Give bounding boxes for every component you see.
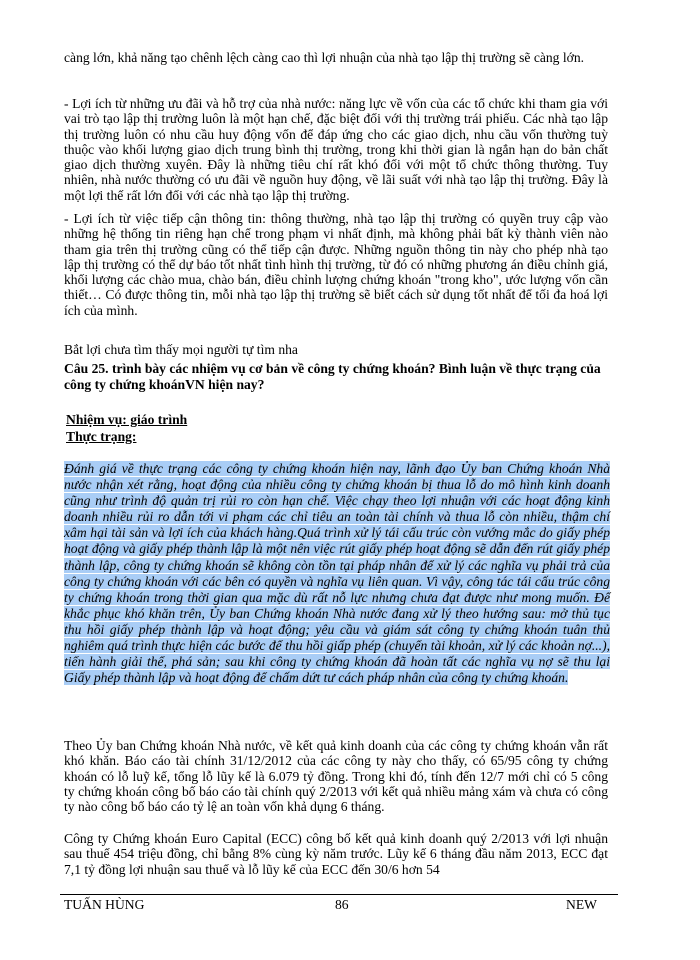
highlight-text: Đánh giá về thực trạng các công ty chứng khoán hiện nay, lãnh đạo Ủy ban Chứng khoán Nhà nước nhận xét rằng, hoạt động của nhiều công ty chứng khoán bị thua lỗ do mô hình kinh doanh cũng như trình độ quản trị rủi ro còn hạn chế. Việc chạy theo lợi nhuận với các hoạt động kinh doanh nhiều rủi ro dẫn tới vi phạm các chỉ tiêu an toàn tài chính và thua lỗ còn nhiều, thậm chí xâm hại tài sản và lợi ích của khách hàng.Quá trình xử lý tái cấu trúc còn vướng mắc do giấy phép hoạt động và giấy phép thành lập là một nên việc rút giấy phép hoạt động sẽ dẫn đến rút giấy phép thành lập, công ty chứng khoán sẽ không còn tồn tại pháp nhân để xử lý các nghĩa vụ phải trả của công ty chứng khoán với các bên có quyền và nghĩa vụ liên quan. Vì vậy, công tác tái cấu trúc công ty chứng khoán trong thời gian qua mặc dù rất nỗ lực nhưng chưa đạt được như mong muốn. Để khắc phục khó khăn trên, Ủy ban Chứng khoán Nhà nước đang xử lý theo hướng sau: mở thủ tục thu hồi giấy phép thành lập và hoạt động; yêu cầu và giám sát công ty chứng khoán tuân thủ nghiêm quá trình thực hiện các bước để thu hồi giấp phép (chuyển tài khoản, xử lý các khoản nợ...), tiến hành giải thể, phá sản; sau khi công ty chứng khoán đã hoàn tất các nghĩa vụ nợ sẽ thu lại Giấy phép thành lập và hoạt động để chấm dứt tư cách pháp nhân của công ty chứng khoán. xyxy=(64,461,610,686)
report-paragraph-1: Theo Ủy ban Chứng khoán Nhà nước, về kết quả kinh doanh của các công ty chứng khoán vẫn rất khó khăn. Báo cáo tài chính 31/12/2012 của các công ty này cho thấy, có 65/95 công ty chứng khoán có lỗ luỹ kế, tổng lỗ lũy kế là 6.079 tỷ đồng. Trong khi đó, tính đến 12/7 mới chỉ có 5 công ty chứng khoán công bố báo cáo tài chính quý 2/2013 với kết quả nhiều mảng xám và chưa có công ty nào công bố báo cáo tỷ lệ an toàn vốn khả dụng 6 tháng. xyxy=(64,738,608,815)
footer-divider xyxy=(60,894,618,895)
advantage-info-paragraph: - Lợi ích từ việc tiếp cận thông tin: thông thường, nhà tạo lập thị trường có quyền truy cập vào những hệ thống tin riêng hạn chế trong phạm vi nhất định, mà không phải bất kỳ thành viên nào tham gia trên thị trường cũng có thể tiếp cận được. Những nguồn thông tin này cho phép nhà tạo lập thị trường có thể dự báo tốt nhất tình hình thị trường, từ đó có những phương án điều chỉnh giá, khối lượng các chào mua, chào bán, điều chỉnh lượng chứng khoán "trong kho", ước lượng vốn cần thiết… Có được thông tin, mỗi nhà tạo lập thị trường sẽ biết cách sử dụng tốt nhất để tối đa hoá lợi ích của mình. xyxy=(64,211,608,318)
report-paragraph-2: Công ty Chứng khoán Euro Capital (ECC) công bố kết quả kinh doanh quý 2/2013 với lợi nhuận sau thuế 454 triệu đồng, chỉ bằng 8% cùng kỳ năm trước. Lũy kế 6 tháng đầu năm 2013, ECC đạt 7,1 tỷ đồng lợi nhuận sau thuế và lỗ lũy kế của ECC đến 30/6 hơn 54 xyxy=(64,831,608,877)
intro-paragraph: càng lớn, khả năng tạo chênh lệch càng cao thì lợi nhuận của nhà tạo lập thị trường sẽ càng lớn. xyxy=(64,50,585,65)
tasks-label: Nhiệm vụ: giáo trình xyxy=(66,412,188,427)
highlighted-assessment xyxy=(64,461,610,686)
question-heading: Câu 25. trình bày các nhiệm vụ cơ bản về công ty chứng khoán? Bình luận về thực trạng của công ty chứng khoánVN hiện nay? xyxy=(64,361,601,392)
advantage-state-paragraph: - Lợi ích từ những ưu đãi và hỗ trợ của nhà nước: năng lực về vốn của các tổ chức khi tham gia với vai trò tạo lập thị trường luôn là một hạn chế, đặc biệt đối với thị trường trái phiếu. Các nhà tạo lập thị trường luôn có nhu cầu huy động vốn để đáp ứng cho các giao dịch, nhu cầu vốn thường tuỳ thuộc vào khối lượng giao dịch trung bình thị trường, trong khi thời gian là ngắn hạn do bản chất giao dịch thường xuyên. Đây là những tiêu chí rất khó đối với một tổ chức thông thường. Tuy nhiên, nhà nước thường có ưu đãi về nguồn huy động, về lãi suất với nhà tạo lập thị trường. Đây là một lợi thế rất lớn đối với các nhà tạo lập thị trường. xyxy=(64,96,608,203)
note-line: Bắt lợi chưa tìm thấy mọi người tự tìm nha xyxy=(64,342,298,357)
status-label: Thực trạng: xyxy=(66,429,137,444)
footer-page-number: 86 xyxy=(335,897,349,912)
footer-label-right: NEW xyxy=(566,897,597,912)
footer-author: TUẤN HÙNG xyxy=(64,897,145,912)
